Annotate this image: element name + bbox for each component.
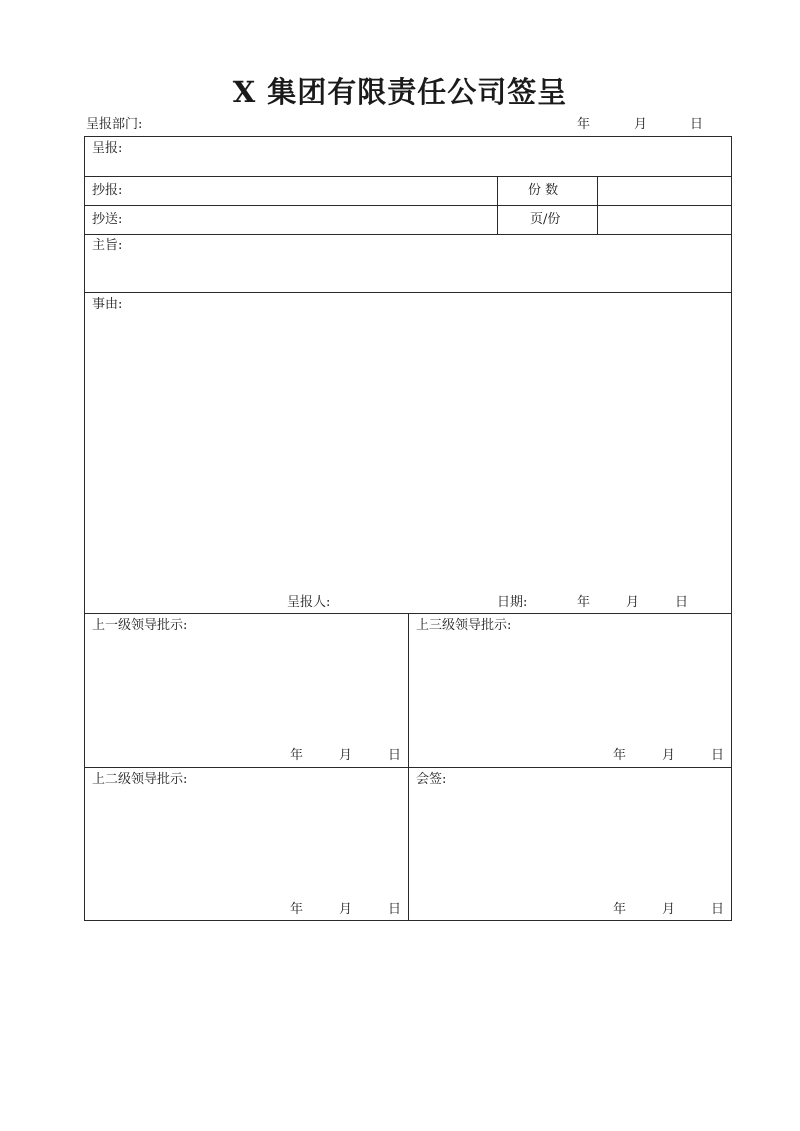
- reason-date-label: 日期:: [497, 595, 528, 610]
- approval-column-divider: [408, 613, 409, 920]
- table-right-border: [731, 136, 732, 921]
- level3-approval-field[interactable]: [410, 636, 730, 744]
- level1-approval-label: 上一级领导批示:: [92, 618, 188, 633]
- report-to-label: 呈报:: [92, 141, 123, 156]
- level1-day-label: 日: [388, 748, 402, 763]
- row-divider: [84, 205, 732, 206]
- row-divider: [84, 292, 732, 293]
- report-to-field[interactable]: [140, 138, 728, 174]
- countersign-year-label: 年: [613, 902, 627, 917]
- send-field[interactable]: [140, 207, 494, 233]
- copies-field[interactable]: [599, 178, 729, 204]
- pages-field[interactable]: [599, 207, 729, 233]
- countersign-label: 会签:: [416, 772, 447, 787]
- reason-field[interactable]: [140, 294, 728, 584]
- level2-month-label: 月: [339, 902, 353, 917]
- subject-field[interactable]: [140, 236, 728, 290]
- dept-label: 呈报部门:: [86, 117, 143, 132]
- cc-label: 抄报:: [92, 183, 123, 198]
- row-divider: [84, 920, 732, 921]
- level3-month-label: 月: [662, 748, 676, 763]
- level1-year-label: 年: [290, 748, 304, 763]
- copies-label: 份 数: [528, 183, 559, 198]
- level1-approval-field[interactable]: [86, 636, 406, 744]
- level1-month-label: 月: [339, 748, 353, 763]
- countersign-day-label: 日: [711, 902, 725, 917]
- row-divider: [84, 176, 732, 177]
- cc-field[interactable]: [140, 178, 494, 204]
- table-left-border: [84, 136, 85, 921]
- level3-year-label: 年: [613, 748, 627, 763]
- reason-label: 事由:: [92, 297, 123, 312]
- row-divider: [84, 136, 732, 137]
- row-divider: [84, 234, 732, 235]
- level3-day-label: 日: [711, 748, 725, 763]
- column-divider: [597, 176, 598, 234]
- column-divider: [497, 176, 498, 234]
- send-label: 抄送:: [92, 212, 123, 227]
- reporter-label: 呈报人:: [287, 595, 331, 610]
- header-month-label: 月: [634, 117, 648, 132]
- countersign-month-label: 月: [662, 902, 676, 917]
- reason-year-label: 年: [577, 595, 591, 610]
- level2-year-label: 年: [290, 902, 304, 917]
- header-day-label: 日: [690, 117, 704, 132]
- pages-label: 页/份: [530, 212, 561, 227]
- subject-label: 主旨:: [92, 238, 123, 253]
- level2-day-label: 日: [388, 902, 402, 917]
- level2-approval-label: 上二级领导批示:: [92, 772, 188, 787]
- countersign-field[interactable]: [410, 790, 730, 898]
- level2-approval-field[interactable]: [86, 790, 406, 898]
- level3-approval-label: 上三级领导批示:: [416, 618, 512, 633]
- reason-month-label: 月: [626, 595, 640, 610]
- header-year-label: 年: [577, 117, 591, 132]
- reason-day-label: 日: [675, 595, 689, 610]
- document-title: X 集团有限责任公司签呈: [232, 75, 568, 109]
